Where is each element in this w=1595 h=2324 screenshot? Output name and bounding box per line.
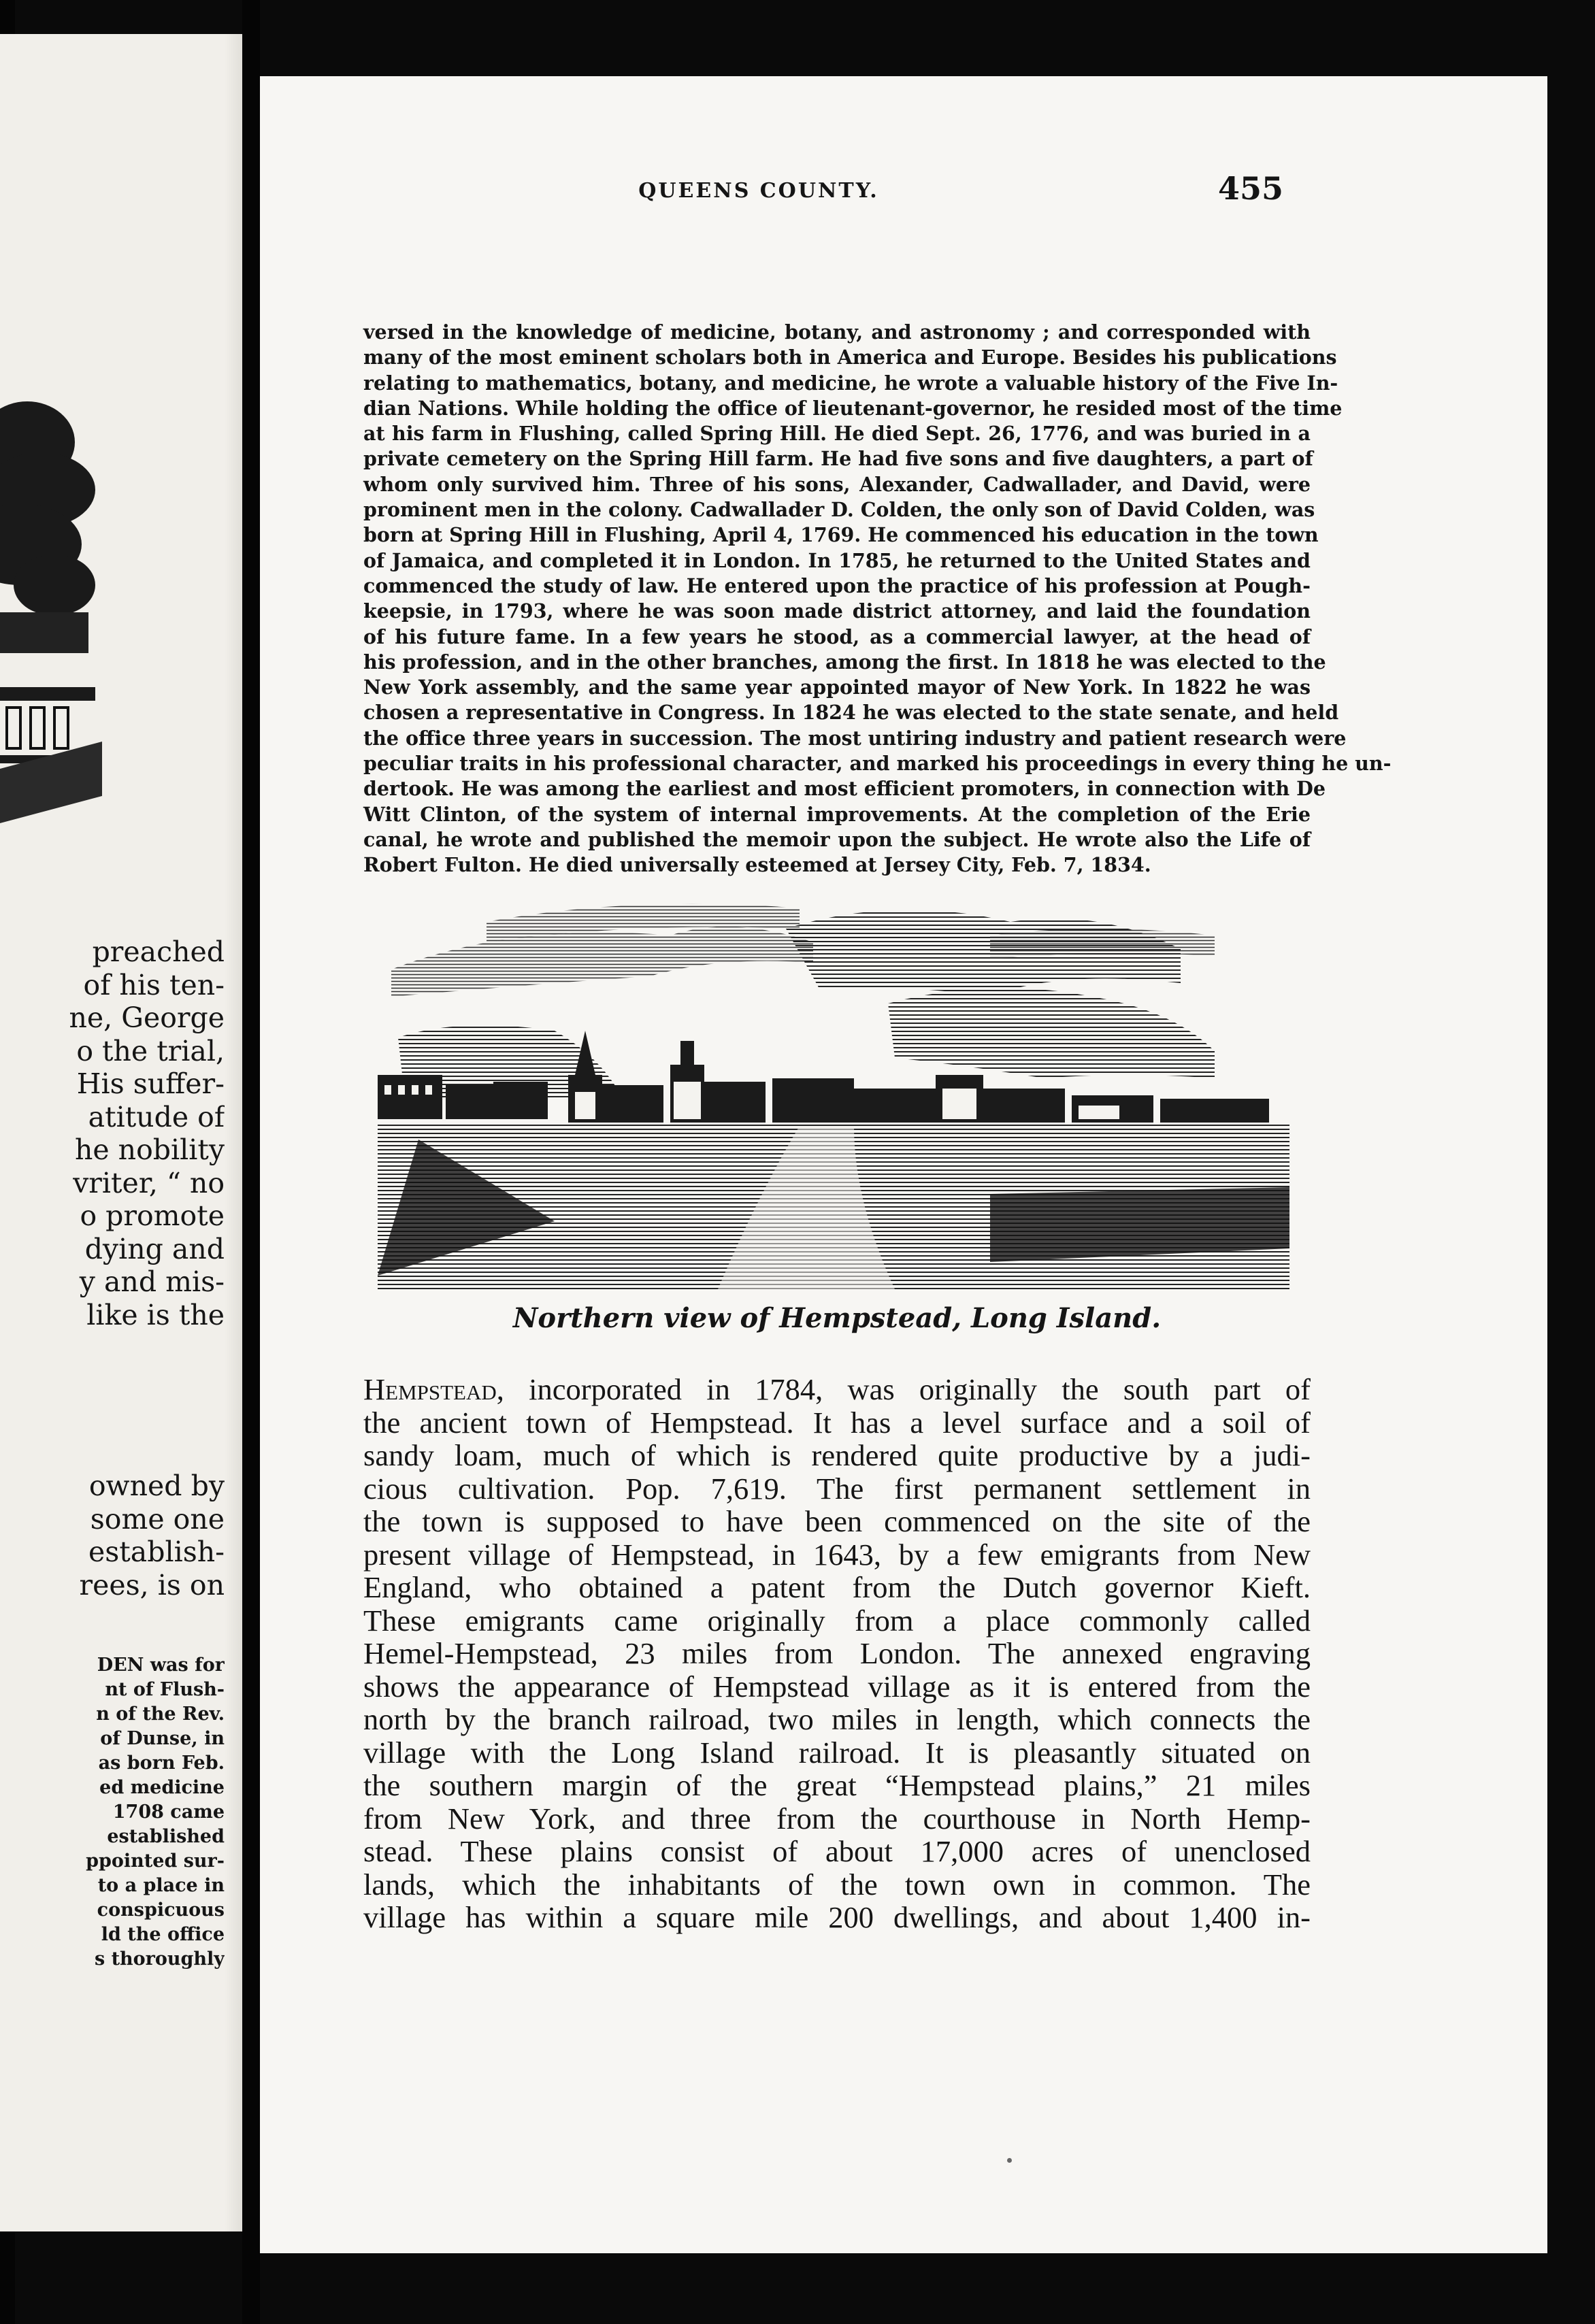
text-line: village has within a square mile 200 dwellings, and about 1,400 in- <box>363 1900 1311 1934</box>
text-line: private cemetery on the Spring Hill farm. He had five sons and five daughters, a part of <box>363 447 1313 471</box>
text-line: dian Nations. While holding the office of lieutenant-governor, he resided most of the time <box>363 396 1343 420</box>
text-line: born at Spring Hill in Flushing, April 4, 1769. He commenced his education in the town <box>363 523 1319 547</box>
engraving-caption: Northern view of Hempstead, Long Island. <box>512 1302 1162 1334</box>
text-line: some one <box>90 1502 225 1536</box>
text-line: o the trial, <box>76 1034 225 1067</box>
text-line: These emigrants came originally from a place commonly called <box>363 1603 1311 1638</box>
text-line: of his future fame. In a few years he stood, as a commercial lawyer, at the head of <box>363 625 1311 648</box>
text-line: the office three years in succession. The most untiring industry and patient research were <box>363 726 1347 750</box>
text-line: he nobility <box>74 1133 225 1166</box>
hempstead-paragraph <box>363 1373 1311 1934</box>
text-line: preached <box>92 935 225 968</box>
text-line: north by the branch railroad, two miles in length, which connects the <box>363 1702 1311 1736</box>
left-facing-page <box>0 34 252 2231</box>
text-line: 1708 came <box>112 1802 225 1823</box>
text-line: like is the <box>86 1298 225 1331</box>
text-line: cious cultivation. Pop. 7,619. The first permanent settlement in <box>363 1471 1311 1506</box>
text-line: conspicuous <box>97 1899 225 1921</box>
text-line: New York assembly, and the same year appointed mayor of New York. In 1822 he was <box>363 676 1311 699</box>
text-line: stead. These plains consist of about 17,000 acres of unenclosed <box>363 1834 1311 1868</box>
text-line: ed medicine <box>99 1777 225 1798</box>
paragraph-first-line: Hempstead, incorporated in 1784, was originally the south part of <box>363 1372 1311 1406</box>
text-line: England, who obtained a patent from the Dutch governor Kieft. <box>363 1570 1311 1604</box>
sky-clouds <box>391 903 1215 1099</box>
left-page-footnote <box>0 1653 225 1972</box>
text-line: village with the Long Island railroad. It is pleasantly situated on <box>363 1735 1311 1770</box>
text-line: keepsie, in 1793, where he was soon made district attorney, and laid the foundation <box>363 599 1311 623</box>
text-line: peculiar traits in his professional character, and marked his proceedings in every thing he un- <box>363 752 1392 776</box>
lead-word: Hempstead, <box>363 1372 504 1406</box>
running-head: QUEENS COUNTY. <box>638 179 879 203</box>
text-line: o promote <box>80 1199 225 1232</box>
ground <box>378 1123 1289 1289</box>
page-gutter-shadow <box>242 0 260 2324</box>
text-line: Witt Clinton, of the system of internal improvements. At the completion of the Erie <box>363 802 1311 826</box>
text-line: established <box>107 1826 225 1847</box>
text-line: His suffer- <box>76 1067 225 1100</box>
text-line: nt of Flush- <box>105 1679 225 1700</box>
biography-paragraph <box>363 320 1392 878</box>
print-speck <box>1007 2158 1012 2163</box>
text-line: of Jamaica, and completed it in London. In 1785, he returned to the United States and <box>363 548 1311 572</box>
left-page-text-middle <box>0 1470 225 1601</box>
text-line: dertook. He was among the earliest and most efficient promoters, in connection with De <box>363 777 1326 801</box>
left-engraving-fragment <box>0 388 102 878</box>
text-line: DEN was for <box>97 1655 225 1676</box>
text-line: rees, is on <box>79 1568 225 1601</box>
text-line: n of the Rev. <box>96 1704 225 1725</box>
hempstead-engraving <box>378 895 1289 1289</box>
text-line: the southern margin of the great “Hempstead plains,” 21 miles <box>363 1768 1311 1802</box>
text-line: shows the appearance of Hempstead village as it is entered from the <box>363 1669 1311 1704</box>
text-line: establish- <box>88 1536 225 1568</box>
text-line: as born Feb. <box>98 1753 225 1774</box>
text-line: present village of Hempstead, in 1643, by a few emigrants from New <box>363 1537 1311 1572</box>
text-line: Robert Fulton. He died universally esteemed at Jersey City, Feb. 7, 1834. <box>363 853 1151 877</box>
text-line: vriter, “ no <box>73 1166 225 1199</box>
text-line: dying and <box>84 1232 225 1265</box>
text-line: sandy loam, much of which is rendered quite productive by a judi- <box>363 1438 1311 1472</box>
text-line: the town is supposed to have been commenced on the site of the <box>363 1504 1311 1538</box>
text-line: of Dunse, in <box>100 1728 225 1749</box>
text-line: atitude of <box>88 1100 225 1133</box>
text-line: many of the most eminent scholars both in America and Europe. Besides his publications <box>363 346 1337 369</box>
text-line: canal, he wrote and published the memoir upon the subject. He wrote also the Life of <box>363 827 1311 851</box>
text-line: versed in the knowledge of medicine, botany, and astronomy ; and corresponded with <box>363 320 1311 344</box>
page-number: 455 <box>1218 170 1284 207</box>
text-line: commenced the study of law. He entered upon the practice of his profession at Pough- <box>363 574 1311 597</box>
text-line: lands, which the inhabitants of the town own in common. The <box>363 1867 1311 1902</box>
text-line: ne, George <box>69 1001 225 1034</box>
text-line: relating to mathematics, botany, and medicine, he wrote a valuable history of the Five In- <box>363 371 1338 395</box>
text-line: the ancient town of Hempstead. It has a level surface and a soil of <box>363 1405 1311 1440</box>
text-line: from New York, and three from the courthouse in North Hemp- <box>363 1801 1311 1836</box>
text-line: chosen a representative in Congress. In 1824 he was elected to the state senate, and held <box>363 701 1339 725</box>
text-line: s thoroughly <box>94 1948 225 1970</box>
text-line: Hemel-Hempstead, 23 miles from London. The annexed engraving <box>363 1636 1311 1670</box>
text-line: prominent men in the colony. Cadwallader D. Colden, the only son of David Colden, was <box>363 498 1315 522</box>
text-line: to a place in <box>97 1875 225 1896</box>
text-line: of his ten- <box>83 968 225 1001</box>
text-line: owned by <box>88 1470 225 1502</box>
text-line: his profession, and in the other branches, among the first. In 1818 he was elected to the <box>363 650 1326 674</box>
text-line: whom only survived him. Three of his sons, Alexander, Cadwallader, and David, were <box>363 472 1311 496</box>
text-line: at his farm in Flushing, called Spring Hill. He died Sept. 26, 1776, and was buried in a <box>363 422 1311 446</box>
text-line: ld the office <box>101 1924 225 1945</box>
left-page-text-upper <box>0 935 225 1331</box>
text-line: ppointed sur- <box>86 1850 225 1872</box>
text-line: y and mis- <box>79 1265 225 1298</box>
